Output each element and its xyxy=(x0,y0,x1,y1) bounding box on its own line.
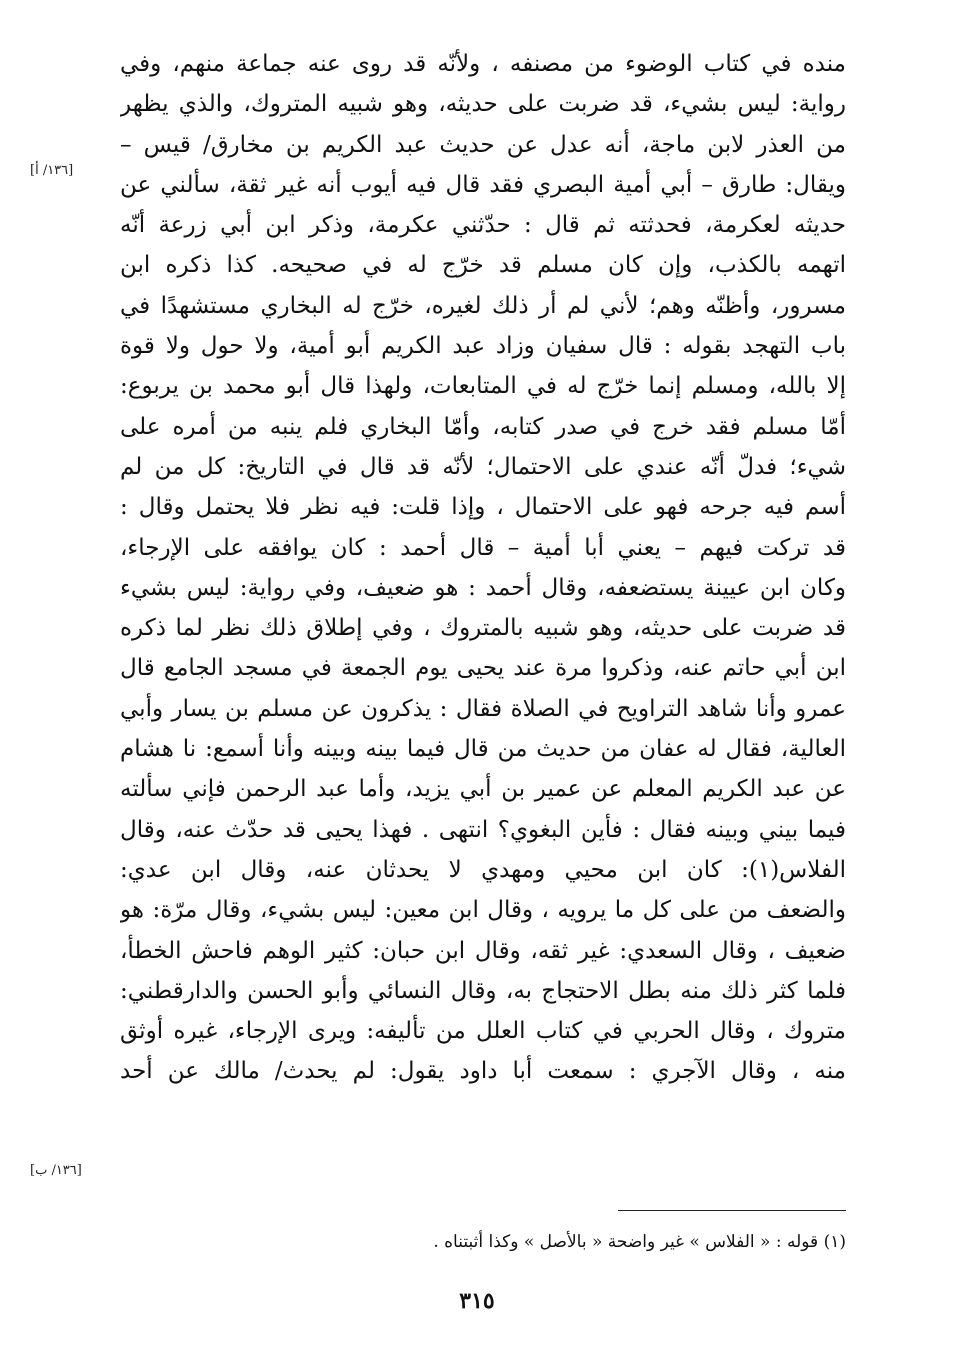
text-line: رواية: ليس بشيء، قد ضربت على حديثه، وهو شبيه المتروك، والذي يظهر xyxy=(120,91,846,118)
text-line: منده في كتاب الوضوء من مصنفه ، ولأنّه قد روى عنه جماعة منهم، وفي xyxy=(120,51,846,77)
text-line: عمرو وأنا شاهد التراويح في الصلاة فقال : يذكرون عن مسلم بن يسار وأبي xyxy=(120,695,846,722)
text-line: شيء؛ فدلّ أنّه عندي على الاحتمال؛ لأنّه قد قال في التاريخ: كل من لم xyxy=(120,453,846,480)
manuscript-folio-ref: [١٣٦/ ب] xyxy=(30,1163,82,1178)
text-line: ضعيف ، وقال السعدي: غير ثقه، وقال ابن حبان: كثير الوهم فاحش الخطأ، xyxy=(120,937,846,964)
text-line: مسرور، وأظنّه وهم؛ لأني لم أر ذلك لغيره، خرّج له البخاري مستشهدًا في xyxy=(120,292,846,319)
text-line: متروك ، وقال الحربي في كتاب العلل من تأليفه: ويرى الإرجاء، غيره أوثق xyxy=(120,1018,846,1045)
text-line: ويقال: طارق – أبي أمية البصري فقد قال فيه أيوب أنه غير ثقة، سألني عن xyxy=(120,171,846,198)
text-line: فيما بيني وبينه فقال : فأين البغوي؟ انتهى . فهذا يحيى قد حدّث عنه، وقال xyxy=(120,816,846,843)
footnote-divider xyxy=(618,1210,846,1211)
text-line: العالية، فقال له عفان من حديث من قال فيما بينه وبينه وأنا أسمع: نا هشام xyxy=(120,736,846,763)
text-line: أمّا مسلم فقد خرج في صدر كتابه، وأمّا البخاري فلم ينبه من أمره على xyxy=(120,413,846,440)
text-line: حديثه لعكرمة، فحدثته ثم قال : حدّثني عكرمة، وذكر ابن أبي زرعة أنّه xyxy=(120,212,846,239)
text-line: قد تركت فيهم – يعني أبا أمية – قال أحمد : كان يوافقه على الإرجاء، xyxy=(120,534,846,561)
page-number: ٣١٥ xyxy=(459,1288,495,1314)
text-line: عن عبد الكريم المعلم عن عمير بن أبي يزيد، وأما عبد الرحمن فإني سألته xyxy=(120,776,846,803)
text-line: اتهمه بالكذب، وإن كان مسلم قد خرّج له في صحيحه. كذا ذكره ابن xyxy=(120,252,846,279)
text-line: ابن أبي حاتم عنه، وذكروا مرة عند يحيى يوم الجمعة في مسجد الجامع قال xyxy=(120,655,846,682)
text-line: منه ، وقال الآجري : سمعت أبا داود يقول: لم يحدث/ مالك عن أحد xyxy=(120,1058,846,1085)
main-text xyxy=(120,44,846,1092)
text-line: من العذر لابن ماجة، أنه عدل عن حديث عبد الكريم بن مخارق/ قيس – xyxy=(120,131,846,158)
text-line: أسم فيه جرحه فهو على الاحتمال ، وإذا قلت: فيه نظر فلا يحتمل وقال : xyxy=(120,494,846,521)
footnote: (١) قوله : « الفلاس » غير واضحة « بالأصل » وكذا أثبتناه . xyxy=(433,1232,846,1252)
text-line: إلا بالله، ومسلم إنما خرّج له في المتابعات، ولهذا قال أبو محمد بن يربوع: xyxy=(120,373,846,400)
text-line: قد ضربت على حديثه، وهو شبيه بالمتروك ، وفي إطلاق ذلك نظر لما ذكره xyxy=(120,615,846,642)
text-line: فلما كثر ذلك منه بطل الاحتجاج به، وقال النسائي وأبو الحسن والدارقطني: xyxy=(120,977,846,1004)
text-line: باب التهجد بقوله : قال سفيان وزاد عبد الكريم أبو أمية، ولا حول ولا قوة xyxy=(120,333,846,360)
text-line: وكان ابن عيينة يستضعفه، وقال أحمد : هو ضعيف، وفي رواية: ليس بشيء xyxy=(120,574,846,601)
text-line: والضعف من على كل ما يرويه ، وقال ابن معين: ليس بشيء، وقال مرّة: هو xyxy=(120,897,846,924)
manuscript-folio-ref: [١٣٦/ أ] xyxy=(30,163,74,178)
text-line: الفلاس(١): كان ابن محيي ومهدي لا يحدثان عنه، وقال ابن عدي: xyxy=(120,856,846,883)
